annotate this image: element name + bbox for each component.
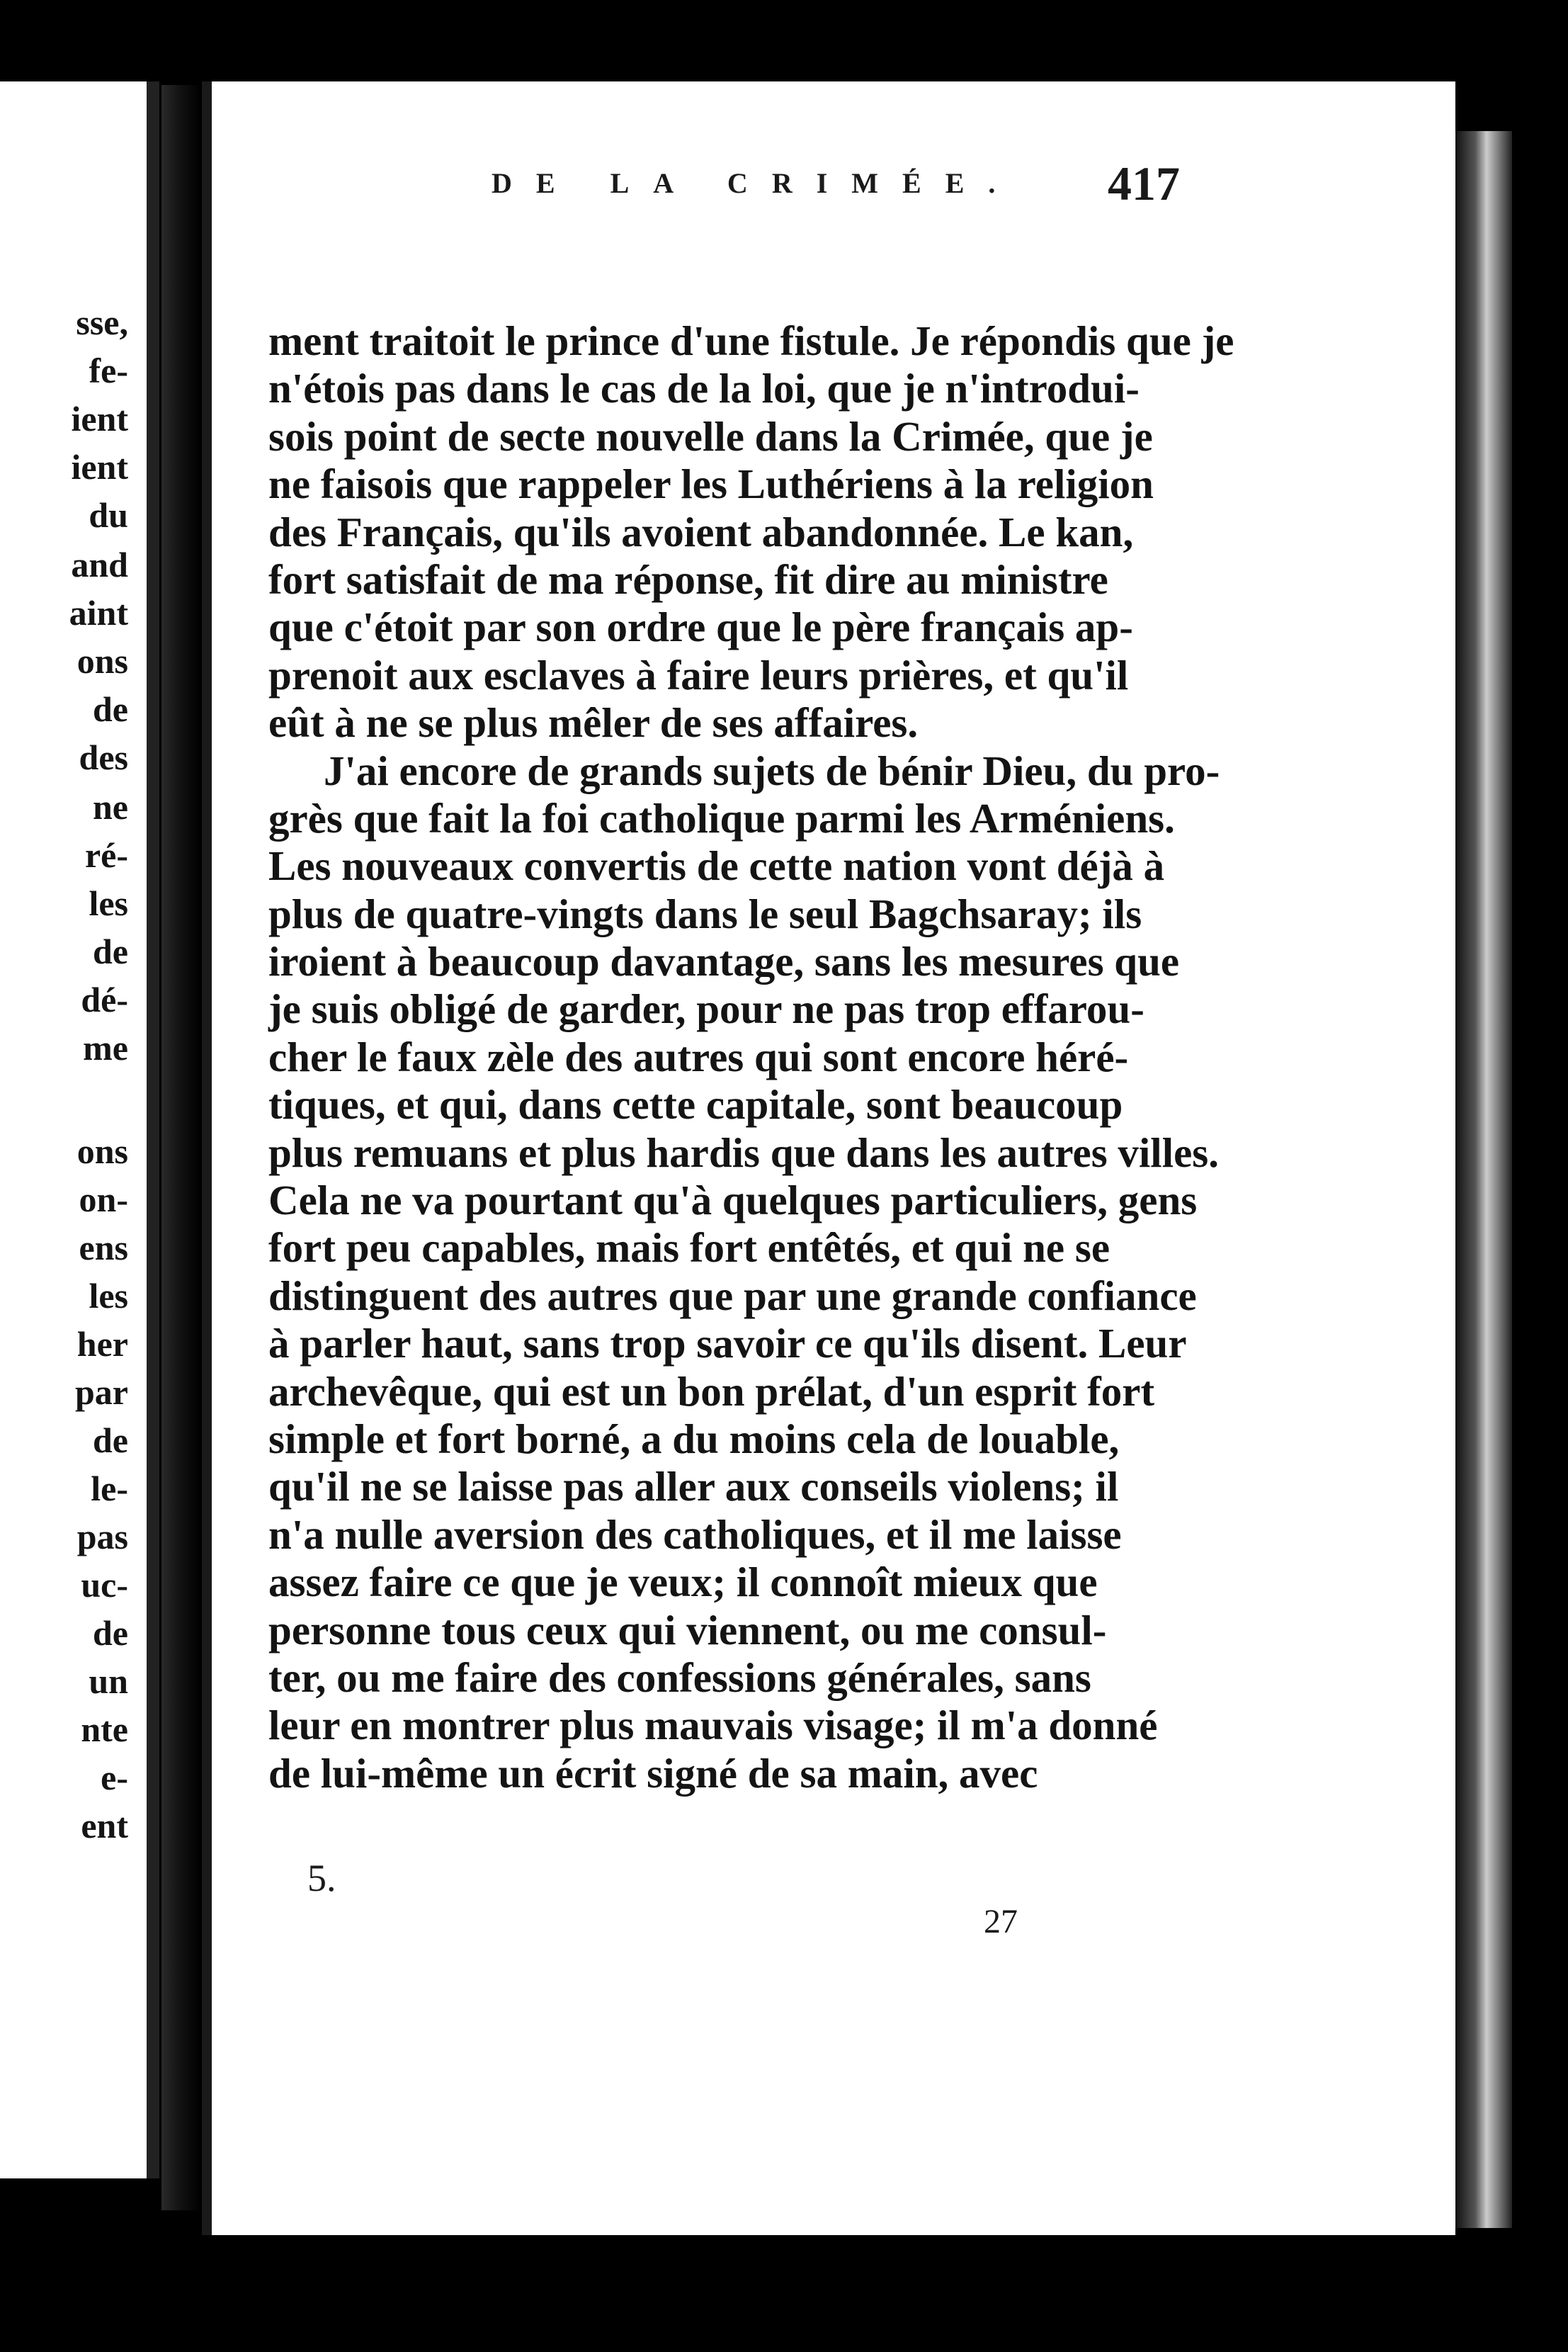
text-line: J'ai encore de grands sujets de bénir Dieu, du pro- (324, 747, 1220, 794)
left-page-fragment: de (93, 1420, 128, 1460)
left-page (0, 81, 159, 2178)
left-page-fragment: par (75, 1372, 128, 1412)
left-page-fragment: and (71, 545, 128, 584)
left-page-fragment: ons (76, 641, 128, 681)
body-text (268, 317, 1235, 1797)
gathering-number: 27 (984, 1903, 1018, 1940)
left-page-fragment: les (89, 883, 128, 923)
running-head: DE LA CRIMÉE. (492, 167, 1020, 199)
text-line: iroient à beaucoup davantage, sans les mesures que (268, 938, 1180, 985)
left-page-fragment: aint (69, 593, 128, 633)
signature-mark: 5. (307, 1857, 336, 1899)
main-page (202, 81, 1455, 2235)
page-number: 417 (1108, 157, 1180, 210)
left-page-fragment: uc- (81, 1565, 128, 1605)
text-line: archevêque, qui est un bon prélat, d'un esprit fort (268, 1367, 1155, 1415)
text-line: simple et fort borné, a du moins cela de louable, (268, 1415, 1120, 1462)
text-line: ter, ou me faire des confessions générales, sans (268, 1653, 1091, 1701)
text-line: distinguent des autres que par une grande confiance (268, 1272, 1197, 1319)
text-line: assez faire ce que je veux; il connoît mieux que (268, 1559, 1098, 1606)
text-line: ment traitoit le prince d'une fistule. Je répondis que je (268, 317, 1234, 364)
left-page-fragment: les (89, 1276, 128, 1316)
text-line: fort satisfait de ma réponse, fit dire au ministre (268, 555, 1108, 603)
text-line: à parler haut, sans trop savoir ce qu'ils disent. Leur (268, 1320, 1187, 1367)
text-line: prenoit aux esclaves à faire leurs prières, et qu'il (268, 651, 1129, 699)
left-page-fragment: fe- (89, 351, 128, 390)
left-page-fragment: pas (76, 1517, 128, 1556)
text-line: je suis obligé de garder, pour ne pas trop effarou- (268, 985, 1144, 1033)
left-page-fragment: ient (71, 399, 128, 439)
left-page-fragment: e- (101, 1758, 128, 1797)
page-edge-stack (1455, 131, 1512, 2228)
text-line: plus de quatre-vingts dans le seul Bagchsaray; ils (268, 890, 1142, 937)
left-page-fragment: on- (79, 1180, 128, 1219)
left-page-fragment: de (93, 1613, 128, 1653)
text-line: n'a nulle aversion des catholiques, et il me laisse (268, 1510, 1122, 1558)
left-page-fragment: ne (93, 787, 128, 827)
left-page-fragment: ens (79, 1228, 128, 1267)
left-page-fragment: de (93, 689, 128, 729)
text-line: qu'il ne se laisse pas aller aux conseils violens; il (268, 1463, 1119, 1510)
text-line: eût à ne se plus mêler de ses affaires. (268, 699, 919, 747)
text-line: cher le faux zèle des autres qui sont encore héré- (268, 1033, 1129, 1080)
left-page-fragment: nte (81, 1709, 128, 1749)
text-line: leur en montrer plus mauvais visage; il m'a donné (268, 1702, 1158, 1749)
text-line: personne tous ceux qui viennent, ou me consul- (268, 1606, 1107, 1653)
text-line: grès que fait la foi catholique parmi les Arméniens. (268, 794, 1175, 842)
text-line: Les nouveaux convertis de cette nation vont déjà à (268, 842, 1165, 890)
text-line: tiques, et qui, dans cette capitale, sont beaucoup (268, 1081, 1123, 1129)
left-page-fragment: her (76, 1324, 128, 1364)
left-page-fragment: ons (76, 1131, 128, 1171)
text-line: sois point de secte nouvelle dans la Crimée, que je (268, 412, 1153, 460)
left-page-fragment: de (93, 932, 128, 971)
text-line: fort peu capables, mais fort entêtés, et qui ne se (268, 1224, 1110, 1272)
left-page-fragment: sse, (76, 303, 128, 342)
left-page-fragment: un (89, 1661, 128, 1701)
text-line: de lui-même un écrit signé de sa main, avec (268, 1749, 1038, 1797)
text-line: que c'étoit par son ordre que le père français ap- (268, 604, 1133, 651)
left-page-fragment: me (83, 1028, 128, 1068)
text-line: Cela ne va pourtant qu'à quelques particuliers, gens (268, 1177, 1198, 1224)
left-page-fragment: des (79, 737, 128, 777)
book-spine-shadow (161, 85, 200, 2210)
text-line: des Français, qu'ils avoient abandonnée. Le kan, (268, 508, 1134, 555)
left-page-fragment: du (89, 495, 128, 535)
left-page-fragment: dé- (81, 980, 128, 1019)
left-page-fragment: ient (71, 447, 128, 487)
text-line: plus remuans et plus hardis que dans les autres villes. (268, 1129, 1219, 1176)
left-page-fragment: ent (81, 1806, 128, 1845)
left-page-fragment: le- (91, 1469, 128, 1508)
text-line: n'étois pas dans le cas de la loi, que je n'introdui- (268, 365, 1140, 412)
text-line: ne faisois que rappeler les Luthériens à la religion (268, 460, 1154, 508)
left-page-fragment: ré- (84, 835, 128, 875)
